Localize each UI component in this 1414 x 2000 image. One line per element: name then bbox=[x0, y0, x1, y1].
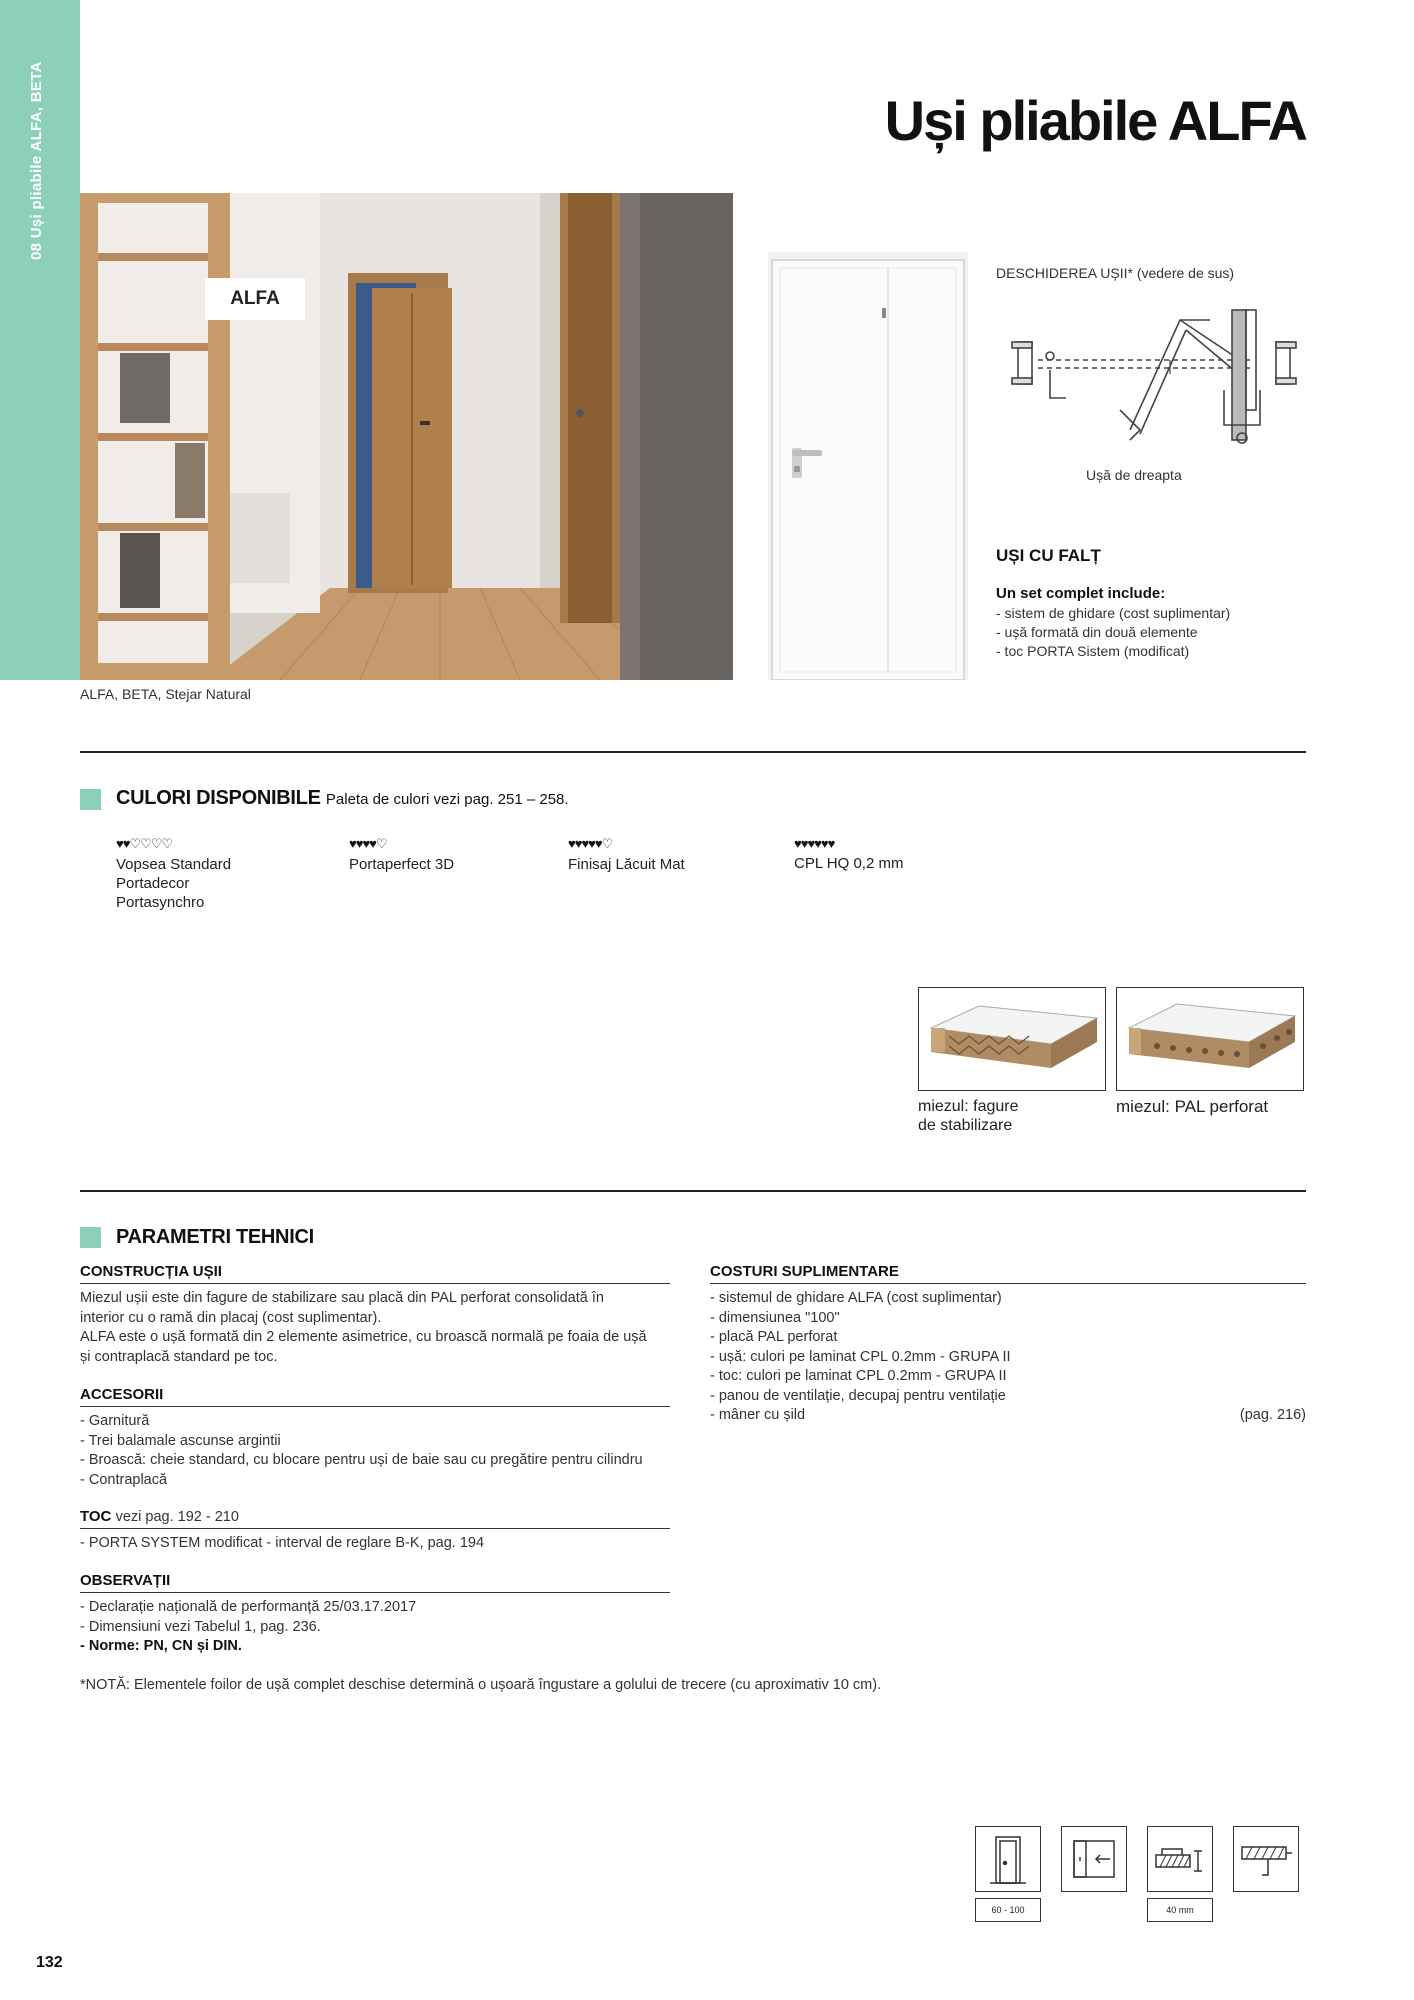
color-col bbox=[568, 836, 685, 874]
column-rule bbox=[710, 1283, 1306, 1284]
column-rule bbox=[80, 1528, 670, 1529]
rating-hearts-icon: ♥♥♡♡♡♡ bbox=[116, 836, 173, 851]
falt-items bbox=[996, 604, 1230, 661]
extra-cost-item: - toc: culori pe laminat CPL 0.2mm - GRUPA II bbox=[710, 1368, 1007, 1384]
color-label: Portadecor bbox=[116, 875, 190, 892]
construction-text bbox=[80, 1289, 647, 1367]
toc-list bbox=[80, 1534, 484, 1554]
observations-title: OBSERVAȚII bbox=[80, 1572, 171, 1589]
color-col bbox=[794, 836, 903, 873]
core-label-line: miezul: PAL perforat bbox=[1116, 1097, 1269, 1116]
extra-cost-item: - ușă: culori pe laminat CPL 0.2mm - GRUPA II bbox=[710, 1348, 1011, 1365]
opening-diagram bbox=[1010, 300, 1300, 450]
section-divider bbox=[80, 751, 1306, 753]
colors-title bbox=[116, 787, 569, 810]
door-frame-icon bbox=[1233, 1826, 1299, 1892]
extra-cost-item: - dimensiunea "100" bbox=[710, 1309, 840, 1326]
falt-set-title: Un set complet include: bbox=[996, 585, 1166, 602]
accessories-title: ACCESORII bbox=[80, 1386, 164, 1403]
core-label-line: miezul: fagure bbox=[918, 1098, 1019, 1115]
icon-label: 60 - 100 bbox=[975, 1898, 1041, 1922]
column-rule bbox=[80, 1406, 670, 1407]
construction-line: Miezul ușii este din fagure de stabilizare sau placă din PAL perforat consolidată în bbox=[80, 1290, 604, 1306]
color-label: Portasynchro bbox=[116, 894, 205, 911]
core-label-line: de stabilizare bbox=[918, 1117, 1013, 1134]
observations-list bbox=[80, 1598, 416, 1657]
extra-cost-item: - sistemul de ghidare ALFA (cost suplimentar) bbox=[710, 1290, 1002, 1306]
falt-item: - ușă formată din două elemente bbox=[996, 624, 1198, 640]
door-rebate-icon bbox=[1061, 1826, 1127, 1892]
falt-item: - sistem de ghidare (cost suplimentar) bbox=[996, 605, 1231, 621]
falt-item: - toc PORTA Sistem (modificat) bbox=[996, 643, 1190, 659]
photo-label: ALFA bbox=[205, 278, 305, 320]
page-title: Uși pliabile ALFA bbox=[884, 89, 1306, 152]
construction-line: și contraplacă standard pe toc. bbox=[80, 1348, 278, 1365]
room-photo bbox=[80, 193, 733, 680]
construction-line: ALFA este o ușă formată din 2 elemente asimetrice, cu broască normală pe foaia de ușă bbox=[80, 1329, 647, 1345]
door-size-icon bbox=[975, 1826, 1041, 1892]
section-marker bbox=[80, 1227, 101, 1248]
construction-title: CONSTRUCȚIA UȘII bbox=[80, 1263, 222, 1280]
extra-costs-page-ref: (pag. 216) bbox=[1239, 1407, 1306, 1423]
extra-cost-item: - placă PAL perforat bbox=[710, 1329, 838, 1345]
extra-costs-list bbox=[710, 1289, 1011, 1426]
color-label: CPL HQ 0,2 mm bbox=[794, 855, 904, 872]
core-honeycomb-image bbox=[918, 987, 1106, 1091]
core-label bbox=[1116, 1097, 1268, 1116]
footnote: *NOTĂ: Elementele foilor de ușă complet deschise determină o ușoară îngustare a golului de trecere (cu aproximativ 10 cm). bbox=[80, 1677, 882, 1693]
color-label: Finisaj Lăcuit Mat bbox=[568, 856, 685, 873]
core-pal-image bbox=[1116, 987, 1304, 1091]
door-image bbox=[768, 252, 968, 680]
falt-title: UȘI CU FALȚ bbox=[996, 546, 1101, 565]
extra-cost-item: - panou de ventilație, decupaj pentru ventilație bbox=[710, 1387, 1006, 1404]
icon-label: 40 mm bbox=[1147, 1898, 1213, 1922]
column-rule bbox=[80, 1283, 670, 1284]
color-col bbox=[116, 836, 231, 912]
colors-subtitle: Paleta de culori vezi pag. 251 – 258. bbox=[325, 791, 569, 808]
accessory-item: - Broască: cheie standard, cu blocare pentru uși de baie sau cu pregătire pentru cilindru bbox=[80, 1452, 643, 1468]
core-label bbox=[918, 1097, 1019, 1135]
section-divider bbox=[80, 1190, 1306, 1192]
observation-item: - Dimensiuni vezi Tabelul 1, pag. 236. bbox=[80, 1618, 321, 1635]
accessory-item: - Garnitură bbox=[80, 1413, 150, 1429]
door-thickness-icon bbox=[1147, 1826, 1213, 1892]
toc-title-suffix: vezi pag. 192 - 210 bbox=[115, 1509, 239, 1525]
observation-norms: - Norme: PN, CN și DIN. bbox=[80, 1638, 242, 1654]
opening-title: DESCHIDEREA UȘII* (vedere de sus) bbox=[996, 265, 1235, 281]
color-label: Vopsea Standard bbox=[116, 856, 232, 873]
rating-hearts-icon: ♥♥♥♥♥♥ bbox=[794, 836, 835, 851]
opening-caption: Ușă de dreapta bbox=[1086, 467, 1182, 483]
side-tab-text: 08 Uși pliabile ALFA, BETA bbox=[28, 61, 45, 260]
rating-hearts-icon: ♥♥♥♥♡ bbox=[349, 836, 387, 851]
construction-line: interior cu o ramă din placaj (cost suplimentar). bbox=[80, 1309, 382, 1326]
extra-costs-title: COSTURI SUPLIMENTARE bbox=[710, 1263, 899, 1280]
section-marker bbox=[80, 789, 101, 810]
color-label: Portaperfect 3D bbox=[349, 856, 455, 873]
column-rule bbox=[80, 1592, 670, 1593]
params-title: PARAMETRI TEHNICI bbox=[116, 1226, 314, 1248]
accessory-item: - Trei balamale ascunse argintii bbox=[80, 1432, 281, 1449]
color-col bbox=[349, 836, 454, 874]
extra-cost-item: - mâner cu șild bbox=[710, 1407, 806, 1423]
toc-item: - PORTA SYSTEM modificat - interval de reglare B-K, pag. 194 bbox=[80, 1535, 485, 1551]
photo-caption: ALFA, BETA, Stejar Natural bbox=[80, 686, 251, 702]
toc-title-text: TOC bbox=[80, 1508, 112, 1525]
colors-title-text: CULORI DISPONIBILE bbox=[116, 787, 321, 809]
accessory-item: - Contraplacă bbox=[80, 1471, 168, 1488]
side-tab bbox=[0, 0, 80, 680]
accessories-list bbox=[80, 1412, 643, 1490]
observation-item: - Declarație națională de performanță 25/03.17.2017 bbox=[80, 1599, 417, 1615]
rating-hearts-icon: ♥♥♥♥♥♡ bbox=[568, 836, 613, 851]
page-number: 132 bbox=[36, 1954, 63, 1971]
toc-title bbox=[80, 1508, 239, 1525]
